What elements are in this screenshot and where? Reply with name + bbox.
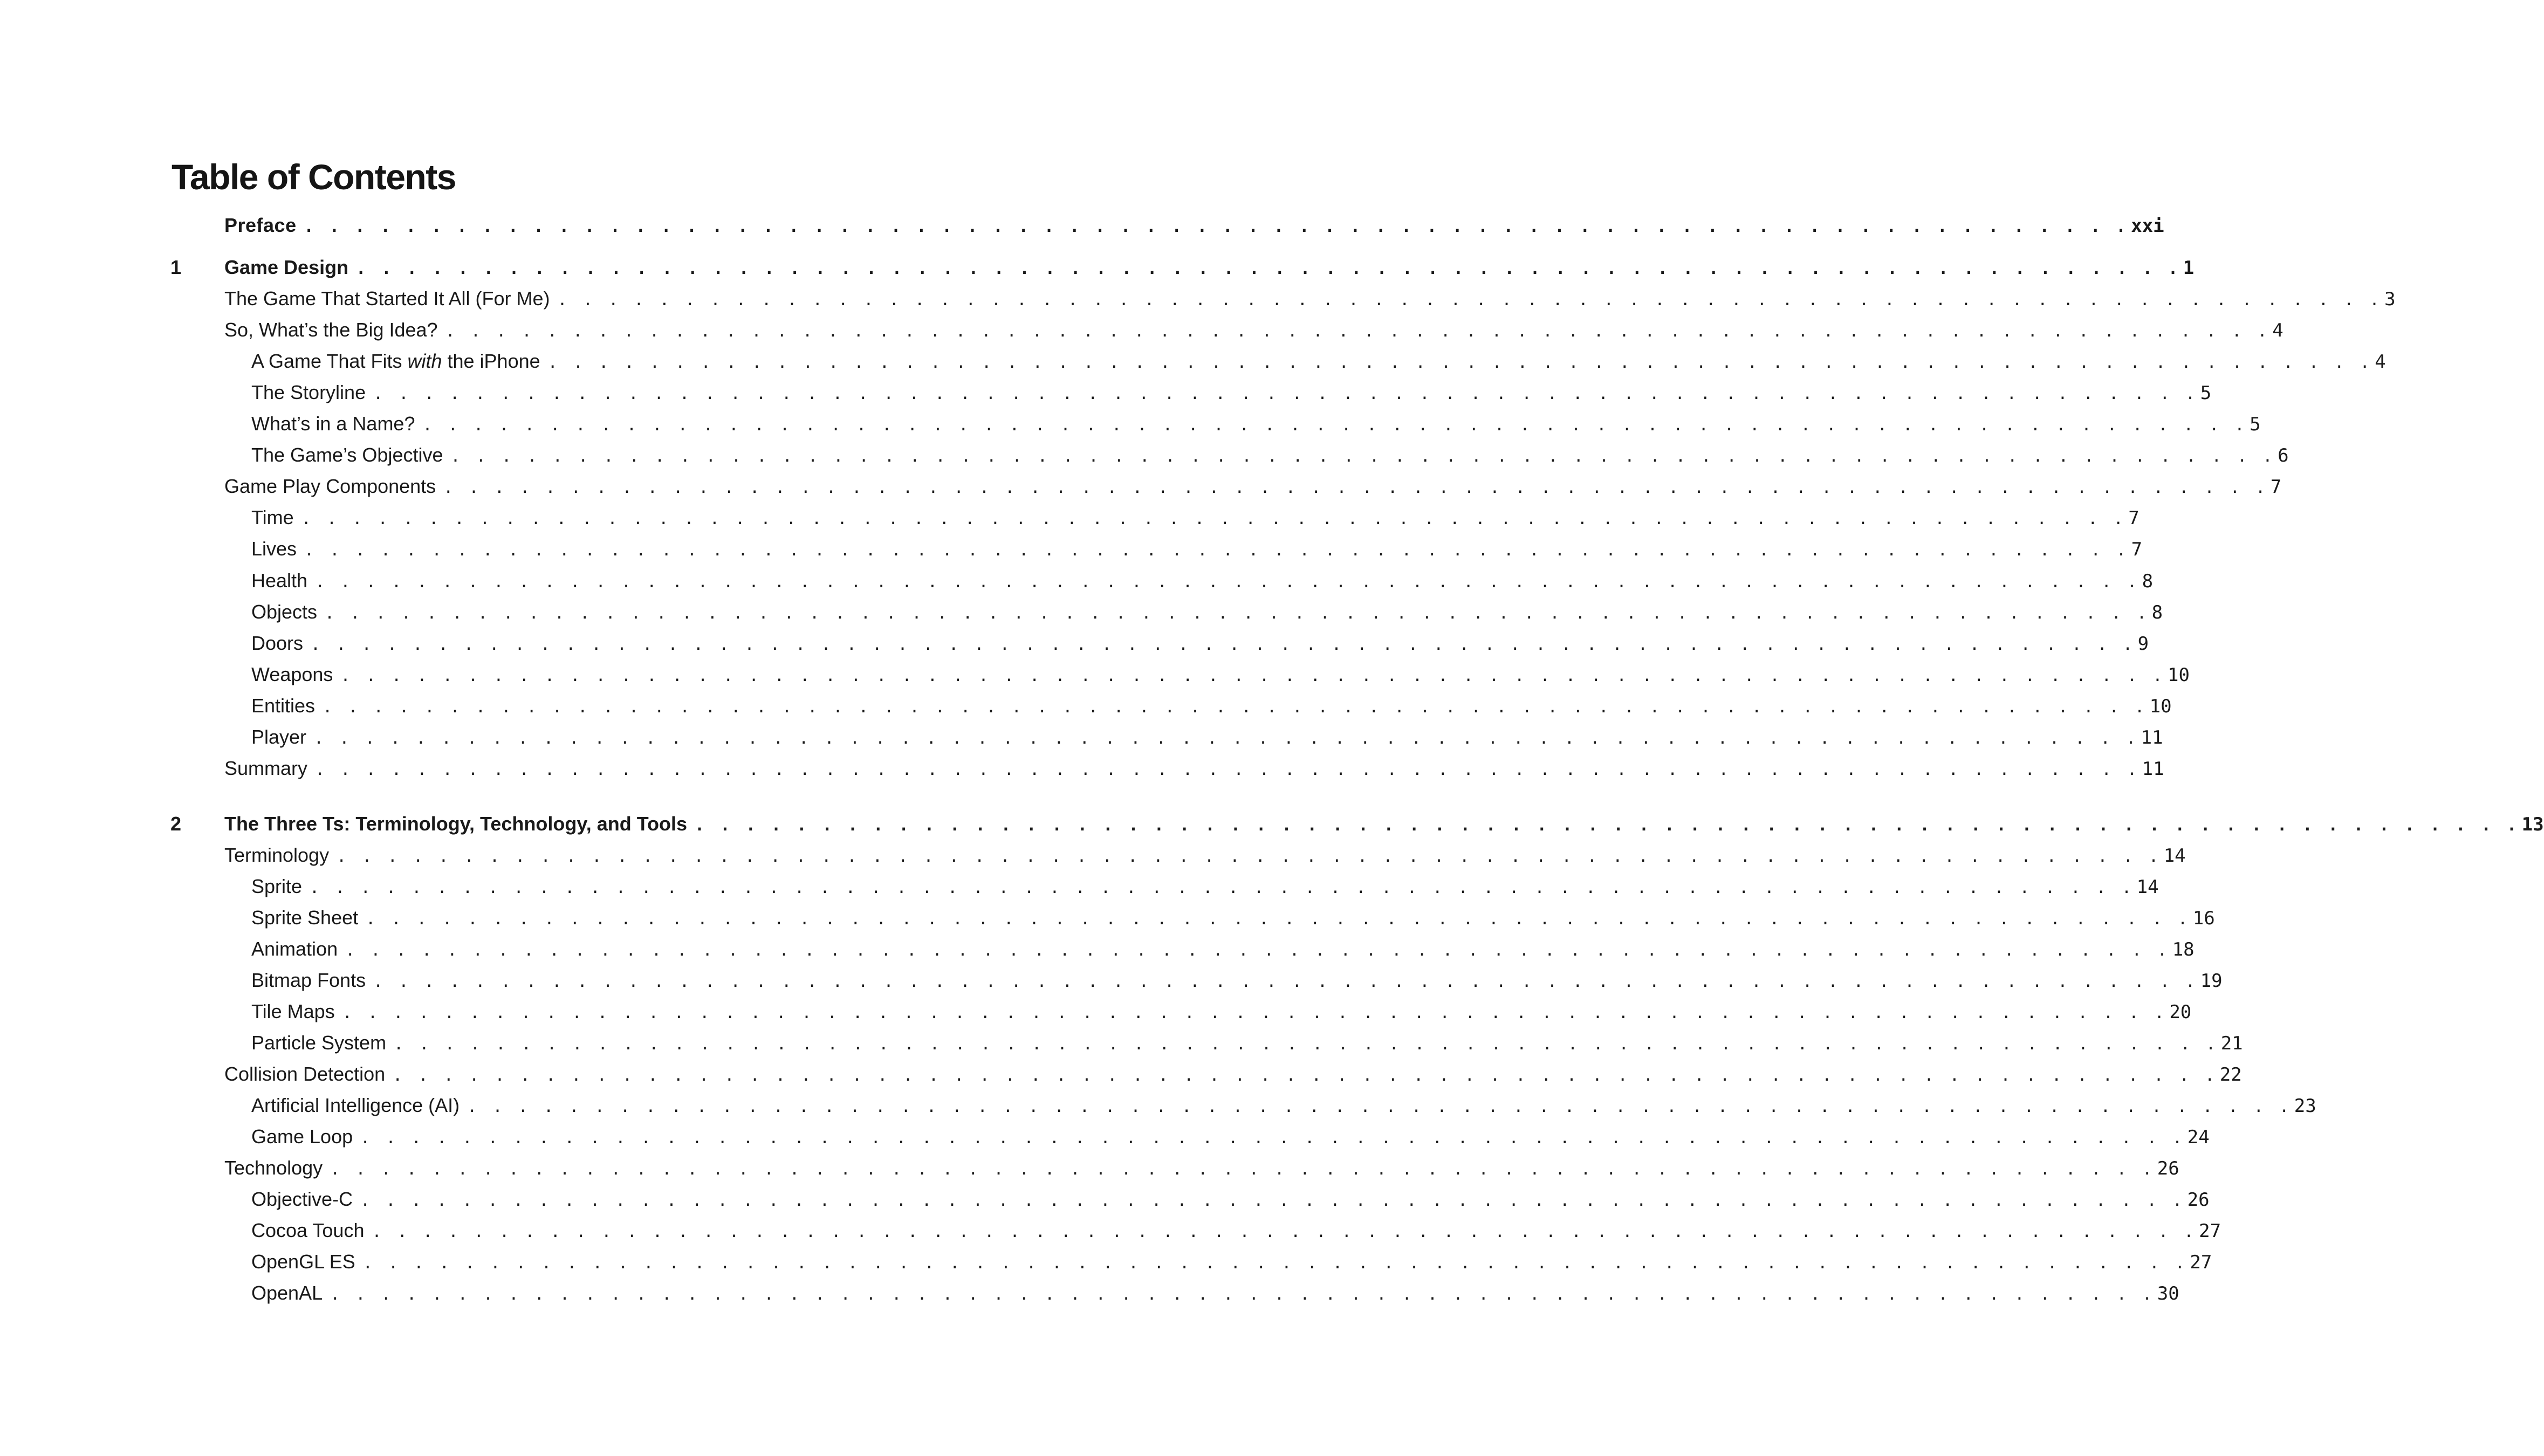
toc-entry[interactable] bbox=[0, 755, 2164, 782]
toc-entry-line bbox=[251, 535, 2143, 564]
toc-entry[interactable] bbox=[0, 936, 2195, 963]
toc-entry-title: Health bbox=[251, 569, 308, 592]
toc-entry-title: Game Play Components bbox=[224, 475, 436, 497]
page-number: 6 bbox=[2278, 445, 2289, 466]
toc-entry-title: The Game That Started It All (For Me) bbox=[224, 287, 550, 310]
page-number: xxi bbox=[2131, 215, 2164, 237]
page-number: 7 bbox=[2270, 476, 2282, 498]
dot-leader: . . . . . . . . . . . . . . . . . . . . . . . . . . . . . . . . . . . . . . . . . . . . . . . . . . . . . . . . . . . . . . . . . . . . . . . . bbox=[362, 1254, 2188, 1273]
toc-entry-title: Game Design bbox=[224, 256, 349, 278]
toc-entry-title: Entities bbox=[251, 695, 316, 717]
toc-entry-title: Animation bbox=[251, 938, 338, 960]
toc-entry-line bbox=[224, 1155, 2179, 1183]
page-number: 5 bbox=[2200, 382, 2212, 404]
page-number: 4 bbox=[2375, 351, 2386, 373]
toc-entry-line bbox=[251, 1280, 2179, 1308]
page-number: 24 bbox=[2187, 1127, 2210, 1148]
toc-entry[interactable] bbox=[0, 1029, 2243, 1056]
toc-entry-title: The Storyline bbox=[251, 381, 366, 403]
toc-entry-title: Summary bbox=[224, 757, 308, 779]
toc-entry[interactable] bbox=[0, 410, 2261, 437]
toc-entry[interactable] bbox=[0, 254, 2195, 281]
page-number: 7 bbox=[2131, 539, 2143, 560]
dot-leader: . . . . . . . . . . . . . . . . . . . . . . . . . . . . . . . . . . . . . . . . . . . . . . . . . . . . . . . . . . . . . . . . . . . . . . . . bbox=[314, 729, 2139, 748]
page-number: 10 bbox=[2149, 696, 2172, 717]
toc-entry-line bbox=[251, 967, 2223, 995]
toc-entry[interactable] bbox=[0, 724, 2163, 751]
toc-entry-line bbox=[224, 811, 2544, 839]
toc-entry-line bbox=[251, 904, 2215, 933]
page-number: 20 bbox=[2169, 1001, 2192, 1023]
dot-leader: . . . . . . . . . . . . . . . . . . . . . . . . . . . . . . . . . . . . . . . . . . . . . . . . . . . . . . . . . . . . . . . . . . . . . . . . bbox=[330, 1285, 2155, 1304]
toc-entry[interactable] bbox=[0, 567, 2154, 594]
toc-entry-line bbox=[251, 630, 2149, 658]
toc-entry[interactable] bbox=[0, 1155, 2179, 1182]
toc-entry-title: What’s in a Name? bbox=[251, 413, 415, 435]
toc-entry[interactable] bbox=[0, 535, 2143, 562]
page-number: 16 bbox=[2192, 908, 2215, 929]
toc-entry[interactable] bbox=[0, 630, 2149, 657]
toc-entry-title: The Three Ts: Terminology, Technology, and Tools bbox=[224, 813, 688, 835]
toc-entry-title: Time bbox=[251, 506, 294, 528]
dot-leader: . . . . . . . . . . . . . . . . . . . . . . . . . . . . . . . . . . . . . . . . . . . . . . . . . . . . . . . . . . . . . . . . . . . . . . . . bbox=[443, 478, 2268, 497]
toc-entry-line bbox=[251, 504, 2140, 533]
toc-entry[interactable] bbox=[0, 1280, 2179, 1307]
toc-entry[interactable] bbox=[0, 599, 2163, 626]
toc-entry[interactable] bbox=[0, 473, 2282, 500]
toc-entry[interactable] bbox=[0, 1061, 2242, 1088]
page-number: 11 bbox=[2142, 758, 2164, 780]
page-number: 19 bbox=[2200, 970, 2223, 992]
dot-leader: . . . . . . . . . . . . . . . . . . . . . . . . . . . . . . . . . . . . . . . . . . . . . . . . . . . . . . . . . . . . . . . . . . . . . . . . bbox=[323, 698, 2148, 717]
toc-entry-line bbox=[224, 254, 2195, 283]
page-number: 7 bbox=[2128, 507, 2140, 529]
toc-entry[interactable] bbox=[0, 1248, 2212, 1275]
toc-entry-line bbox=[251, 1123, 2210, 1152]
toc-entry-title: Weapons bbox=[251, 663, 333, 685]
page-number: 30 bbox=[2157, 1283, 2179, 1304]
page-number: 9 bbox=[2137, 633, 2149, 655]
toc-entry[interactable] bbox=[0, 1123, 2210, 1150]
toc-entry-line bbox=[251, 1217, 2221, 1246]
toc-entry[interactable] bbox=[0, 442, 2289, 469]
toc-entry[interactable] bbox=[0, 504, 2140, 531]
toc-entry-title: Artificial Intelligence (AI) bbox=[251, 1094, 460, 1116]
dot-leader: . . . . . . . . . . . . . . . . . . . . . . . . . . . . . . . . . . . . . . . . . . . . . . . . . . . . . . . . . . . . . . . . . . . . . . . . bbox=[394, 1035, 2219, 1054]
toc-entry-line bbox=[224, 755, 2164, 784]
toc-entry[interactable] bbox=[0, 661, 2190, 688]
toc-entry-title: Technology bbox=[224, 1157, 323, 1179]
dot-leader: . . . . . . . . . . . . . . . . . . . . . . . . . . . . . . . . . . . . . . . . . . . . . . . . . . . . . . . . . . . . . . . . . . . . . . . . bbox=[557, 291, 2383, 310]
dot-leader: . . . . . . . . . . . . . . . . . . . . . . . . . . . . . . . . . . . . . . . . . . . . . . . . . . . . . . . . . . . . . . . . . . . . . . . . bbox=[393, 1066, 2218, 1085]
dot-leader: . . . . . . . . . . . . . . . . . . . . . . . . . . . . . . . . . . . . . . . . . . . . . . . . . . . . . . . . . . . . . . . . . . . . . . . . bbox=[372, 1223, 2197, 1241]
toc-entry[interactable] bbox=[0, 285, 2396, 312]
dot-leader: . . . . . . . . . . . . . . . . . . . . . . . . . . . . . . . . . . . . . . . . . . . . . . . . . . . . . . . . . . . . . . . . . . . . . . . . bbox=[304, 541, 2129, 560]
dot-leader: . . . . . . . . . . . . . . . . . . . . . . . . . . . . . . . . . . . . . . . . . . . . . . . . . . . . . . . . . . . . . . . . . . . . . . . . bbox=[315, 760, 2140, 779]
toc-entry-title: Cocoa Touch bbox=[251, 1219, 365, 1241]
toc-entry[interactable] bbox=[0, 348, 2386, 375]
toc-entry-line bbox=[251, 599, 2163, 627]
toc-entry-title: Objective-C bbox=[251, 1188, 353, 1210]
toc-entry[interactable] bbox=[0, 379, 2212, 406]
toc-entry-line bbox=[251, 873, 2159, 902]
toc-entry[interactable] bbox=[0, 842, 2186, 869]
page-number: 26 bbox=[2187, 1189, 2210, 1211]
toc-entry-title: Terminology bbox=[224, 844, 330, 866]
page-number: 11 bbox=[2141, 727, 2163, 748]
toc-entry[interactable] bbox=[0, 998, 2192, 1025]
toc-entry[interactable] bbox=[0, 317, 2284, 344]
page-number: 14 bbox=[2136, 876, 2159, 898]
toc-entry-line bbox=[251, 410, 2261, 439]
dot-leader: . . . . . . . . . . . . . . . . . . . . . . . . . . . . . . . . . . . . . . . . . . . . . . . . . . . . . . . . . . . . . . . . . . . . . . . . bbox=[547, 353, 2373, 372]
dot-leader: . . . . . . . . . . . . . . . . . . . . . . . . . . . . . . . . . . . . . . . . . . . . . . . . . . . . . . . . . . . . . . . . . . . . . . . . bbox=[356, 259, 2181, 278]
dot-leader: . . . . . . . . . . . . . . . . . . . . . . . . . . . . . . . . . . . . . . . . . . . . . . . . . . . . . . . . . . . . . . . . . . . . . . . . bbox=[360, 1129, 2185, 1148]
dot-leader: . . . . . . . . . . . . . . . . . . . . . . . . . . . . . . . . . . . . . . . . . . . . . . . . . . . . . . . . . . . . . . . . . . . . . . . . bbox=[340, 667, 2166, 685]
toc-entry-line bbox=[251, 998, 2192, 1027]
dot-leader: . . . . . . . . . . . . . . . . . . . . . . . . . . . . . . . . . . . . . . . . . . . . . . . . . . . . . . . . . . . . . . . . . . . . . . . . bbox=[695, 816, 2520, 835]
dot-leader: . . . . . . . . . . . . . . . . . . . . . . . . . . . . . . . . . . . . . . . . . . . . . . . . . . . . . . . . . . . . . . . . . . . . . . . . bbox=[422, 416, 2248, 435]
toc-entry-title: The Game’s Objective bbox=[251, 444, 443, 466]
dot-leader: . . . . . . . . . . . . . . . . . . . . . . . . . . . . . . . . . . . . . . . . . . . . . . . . . . . . . . . . . . . . . . . . . . . . . . . . bbox=[366, 910, 2191, 929]
toc-entry-title: OpenGL ES bbox=[251, 1251, 355, 1273]
page-number: 8 bbox=[2151, 602, 2163, 623]
toc-entry-line bbox=[224, 1061, 2242, 1089]
page-number: 1 bbox=[2183, 257, 2195, 279]
dot-leader: . . . . . . . . . . . . . . . . . . . . . . . . . . . . . . . . . . . . . . . . . . . . . . . . . . . . . . . . . . . . . . . . . . . . . . . . bbox=[301, 510, 2127, 528]
toc-entry-line bbox=[224, 842, 2186, 870]
toc-entry-title: Sprite Sheet bbox=[251, 906, 359, 929]
toc-entry-title: OpenAL bbox=[251, 1282, 323, 1304]
page-number: 23 bbox=[2294, 1095, 2316, 1117]
page-number: 4 bbox=[2272, 320, 2284, 341]
toc-entry-title: A Game That Fits with the iPhone bbox=[251, 350, 540, 372]
page-number: 10 bbox=[2168, 664, 2190, 686]
toc-entry-title: Particle System bbox=[251, 1032, 387, 1054]
toc-entry[interactable] bbox=[0, 692, 2172, 719]
toc-entry-line bbox=[251, 379, 2212, 408]
toc-entry-line bbox=[251, 348, 2386, 376]
dot-leader: . . . . . . . . . . . . . . . . . . . . . . . . . . . . . . . . . . . . . . . . . . . . . . . . . . . . . . . . . . . . . . . . . . . . . . . . bbox=[311, 635, 2136, 654]
toc-entry-line bbox=[251, 692, 2172, 721]
page-number: 8 bbox=[2142, 571, 2154, 592]
dot-leader: . . . . . . . . . . . . . . . . . . . . . . . . . . . . . . . . . . . . . . . . . . . . . . . . . . . . . . . . . . . . . . . . . . . . . . . . bbox=[360, 1191, 2185, 1210]
toc-entry-line bbox=[251, 1029, 2243, 1058]
page-number: 3 bbox=[2384, 289, 2396, 310]
dot-leader: . . . . . . . . . . . . . . . . . . . . . . . . . . . . . . . . . . . . . . . . . . . . . . . . . . . . . . . . . . . . . . . . . . . . . . . . bbox=[315, 573, 2140, 592]
toc-entry-title: Lives bbox=[251, 538, 297, 560]
toc-entry[interactable] bbox=[0, 1186, 2210, 1213]
page-number: 14 bbox=[2163, 845, 2186, 867]
toc-entry-title: So, What’s the Big Idea? bbox=[224, 319, 438, 341]
toc-entry-title: Doors bbox=[251, 632, 304, 654]
toc-entry-line bbox=[224, 317, 2284, 345]
toc-entry-line bbox=[251, 936, 2195, 964]
dot-leader: . . . . . . . . . . . . . . . . . . . . . . . . . . . . . . . . . . . . . . . . . . . . . . . . . . . . . . . . . . . . . . . . . . . . . . . . bbox=[373, 972, 2198, 991]
page-number: 21 bbox=[2220, 1033, 2243, 1054]
toc-entry-line bbox=[224, 285, 2396, 314]
toc-entry-title: Tile Maps bbox=[251, 1000, 335, 1022]
page-number: 22 bbox=[2219, 1064, 2242, 1086]
toc-entry[interactable] bbox=[0, 1217, 2221, 1244]
toc-entry-line bbox=[251, 567, 2154, 596]
dot-leader: . . . . . . . . . . . . . . . . . . . . . . . . . . . . . . . . . . . . . . . . . . . . . . . . . . . . . . . . . . . . . . . . . . . . . . . . bbox=[337, 847, 2162, 866]
toc-entry-line bbox=[251, 724, 2163, 752]
page-number: 5 bbox=[2250, 414, 2261, 435]
dot-leader: . . . . . . . . . . . . . . . . . . . . . . . . . . . . . . . . . . . . . . . . . . . . . . . . . . . . . . . . . . . . . . . . . . . . . . . . bbox=[304, 217, 2129, 236]
toc-entry-line bbox=[224, 212, 2164, 241]
toc-entry-line bbox=[251, 1092, 2316, 1121]
toc-entry-title: Player bbox=[251, 726, 307, 748]
toc-entry-line bbox=[251, 442, 2289, 470]
dot-leader: . . . . . . . . . . . . . . . . . . . . . . . . . . . . . . . . . . . . . . . . . . . . . . . . . . . . . . . . . . . . . . . . . . . . . . . . bbox=[467, 1097, 2292, 1116]
toc-entry[interactable] bbox=[0, 811, 2544, 837]
dot-leader: . . . . . . . . . . . . . . . . . . . . . . . . . . . . . . . . . . . . . . . . . . . . . . . . . . . . . . . . . . . . . . . . . . . . . . . . bbox=[310, 878, 2135, 897]
toc-entry[interactable] bbox=[0, 1092, 2316, 1119]
dot-leader: . . . . . . . . . . . . . . . . . . . . . . . . . . . . . . . . . . . . . . . . . . . . . . . . . . . . . . . . . . . . . . . . . . . . . . . . bbox=[325, 604, 2150, 623]
toc-entry[interactable] bbox=[0, 967, 2223, 994]
page-number: 26 bbox=[2157, 1158, 2179, 1179]
dot-leader: . . . . . . . . . . . . . . . . . . . . . . . . . . . . . . . . . . . . . . . . . . . . . . . . . . . . . . . . . . . . . . . . . . . . . . . . bbox=[345, 941, 2170, 960]
dot-leader: . . . . . . . . . . . . . . . . . . . . . . . . . . . . . . . . . . . . . . . . . . . . . . . . . . . . . . . . . . . . . . . . . . . . . . . . bbox=[330, 1160, 2155, 1179]
toc-entry-title: Game Loop bbox=[251, 1125, 353, 1148]
toc-entry[interactable] bbox=[0, 212, 2164, 239]
page-number: 27 bbox=[2190, 1252, 2212, 1273]
toc-entry-title: Sprite bbox=[251, 875, 303, 897]
page-number: 13 bbox=[2521, 814, 2544, 835]
toc-entry-title: Bitmap Fonts bbox=[251, 969, 366, 991]
dot-leader: . . . . . . . . . . . . . . . . . . . . . . . . . . . . . . . . . . . . . . . . . . . . . . . . . . . . . . . . . . . . . . . . . . . . . . . . bbox=[373, 384, 2198, 403]
page-title: Table of Contents bbox=[172, 157, 456, 197]
toc-entry-line bbox=[251, 1248, 2212, 1277]
toc-entry-title: Preface bbox=[224, 214, 297, 236]
dot-leader: . . . . . . . . . . . . . . . . . . . . . . . . . . . . . . . . . . . . . . . . . . . . . . . . . . . . . . . . . . . . . . . . . . . . . . . . bbox=[342, 1004, 2168, 1022]
dot-leader: . . . . . . . . . . . . . . . . . . . . . . . . . . . . . . . . . . . . . . . . . . . . . . . . . . . . . . . . . . . . . . . . . . . . . . . . bbox=[445, 322, 2271, 341]
chapter-number: 1 bbox=[170, 256, 182, 278]
page-number: 18 bbox=[2172, 939, 2195, 960]
toc-entry[interactable] bbox=[0, 904, 2215, 931]
toc-entry-title: Objects bbox=[251, 601, 318, 623]
toc-entry[interactable] bbox=[0, 873, 2159, 900]
toc-entry-line bbox=[251, 1186, 2210, 1214]
page-number: 27 bbox=[2199, 1220, 2221, 1242]
chapter-number: 2 bbox=[170, 813, 182, 835]
dot-leader: . . . . . . . . . . . . . . . . . . . . . . . . . . . . . . . . . . . . . . . . . . . . . . . . . . . . . . . . . . . . . . . . . . . . . . . . bbox=[450, 447, 2276, 466]
toc-entry-title: Collision Detection bbox=[224, 1063, 386, 1085]
toc-entry-line bbox=[224, 473, 2282, 502]
toc-entry-line bbox=[251, 661, 2190, 690]
